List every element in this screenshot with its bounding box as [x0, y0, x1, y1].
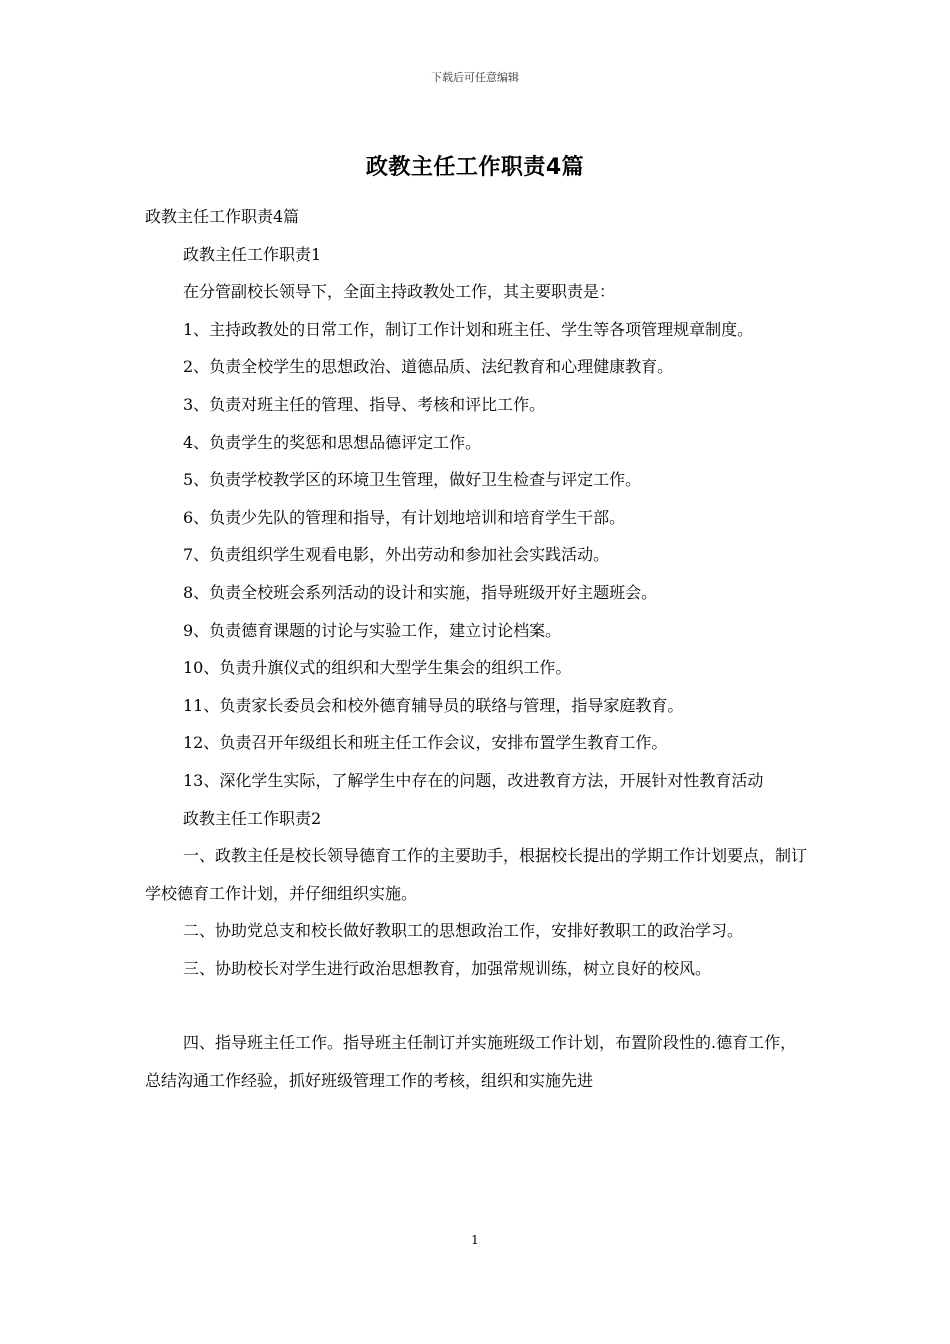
duty-item-12: 12、负责召开年级组长和班主任工作会议，安排布置学生教育工作。: [183, 733, 668, 753]
section-2-heading: 政教主任工作职责2: [183, 808, 322, 828]
document-body: [145, 198, 810, 1100]
duty-item-11: 11、负责家长委员会和校外德育辅导员的联络与管理，指导家庭教育。: [183, 695, 684, 715]
section-2-item-1: 一、政教主任是校长领导德育工作的主要助手，根据校长提出的学期工作计划要点，制订学校德育工作计划，并仔细组织实施。: [145, 846, 808, 903]
section-1-heading: 政教主任工作职责1: [183, 244, 322, 264]
section-2-item-4: 四、指导班主任工作。指导班主任制订并实施班级工作计划，布置阶段性的.德育工作，总结沟通工作经验，抓好班级管理工作的考核，组织和实施先进: [145, 1033, 797, 1091]
duty-item-9: 9、负责德育课题的讨论与实验工作，建立讨论档案。: [183, 620, 562, 640]
duty-item-10: 10、负责升旗仪式的组织和大型学生集会的组织工作。: [183, 658, 572, 678]
duty-item-4: 4、负责学生的奖惩和思想品德评定工作。: [183, 432, 482, 452]
section-1-intro: 在分管副校长领导下，全面主持政教处工作，其主要职责是：: [183, 282, 616, 302]
duty-item-13: 13、深化学生实际，了解学生中存在的问题，改进教育方法，开展针对性教育活动: [183, 770, 764, 790]
header-note: 下载后可任意编辑: [431, 71, 519, 84]
duty-item-2: 2、负责全校学生的思想政治、道德品质、法纪教育和心理健康教育。: [183, 357, 674, 377]
duty-item-6: 6、负责少先队的管理和指导，有计划地培训和培育学生干部。: [183, 507, 626, 527]
duty-item-8: 8、负责全校班会系列活动的设计和实施，指导班级开好主题班会。: [183, 582, 658, 602]
document-subtitle: 政教主任工作职责4篇: [145, 207, 300, 226]
document-title: 政教主任工作职责4篇: [365, 155, 585, 180]
section-2-item-3: 三、协助校长对学生进行政治思想教育，加强常规训练，树立良好的校风。: [183, 958, 712, 978]
duty-item-3: 3、负责对班主任的管理、指导、考核和评比工作。: [183, 394, 546, 414]
duty-item-1: 1、主持政教处的日常工作，制订工作计划和班主任、学生等各项管理规章制度。: [183, 319, 754, 339]
section-2-item-2: 二、协助党总支和校长做好教职工的思想政治工作，安排好教职工的政治学习。: [183, 921, 744, 941]
duty-item-5: 5、负责学校教学区的环境卫生管理，做好卫生检查与评定工作。: [183, 470, 642, 490]
duty-item-7: 7、负责组织学生观看电影，外出劳动和参加社会实践活动。: [183, 545, 610, 565]
page-number: 1: [471, 1233, 479, 1247]
